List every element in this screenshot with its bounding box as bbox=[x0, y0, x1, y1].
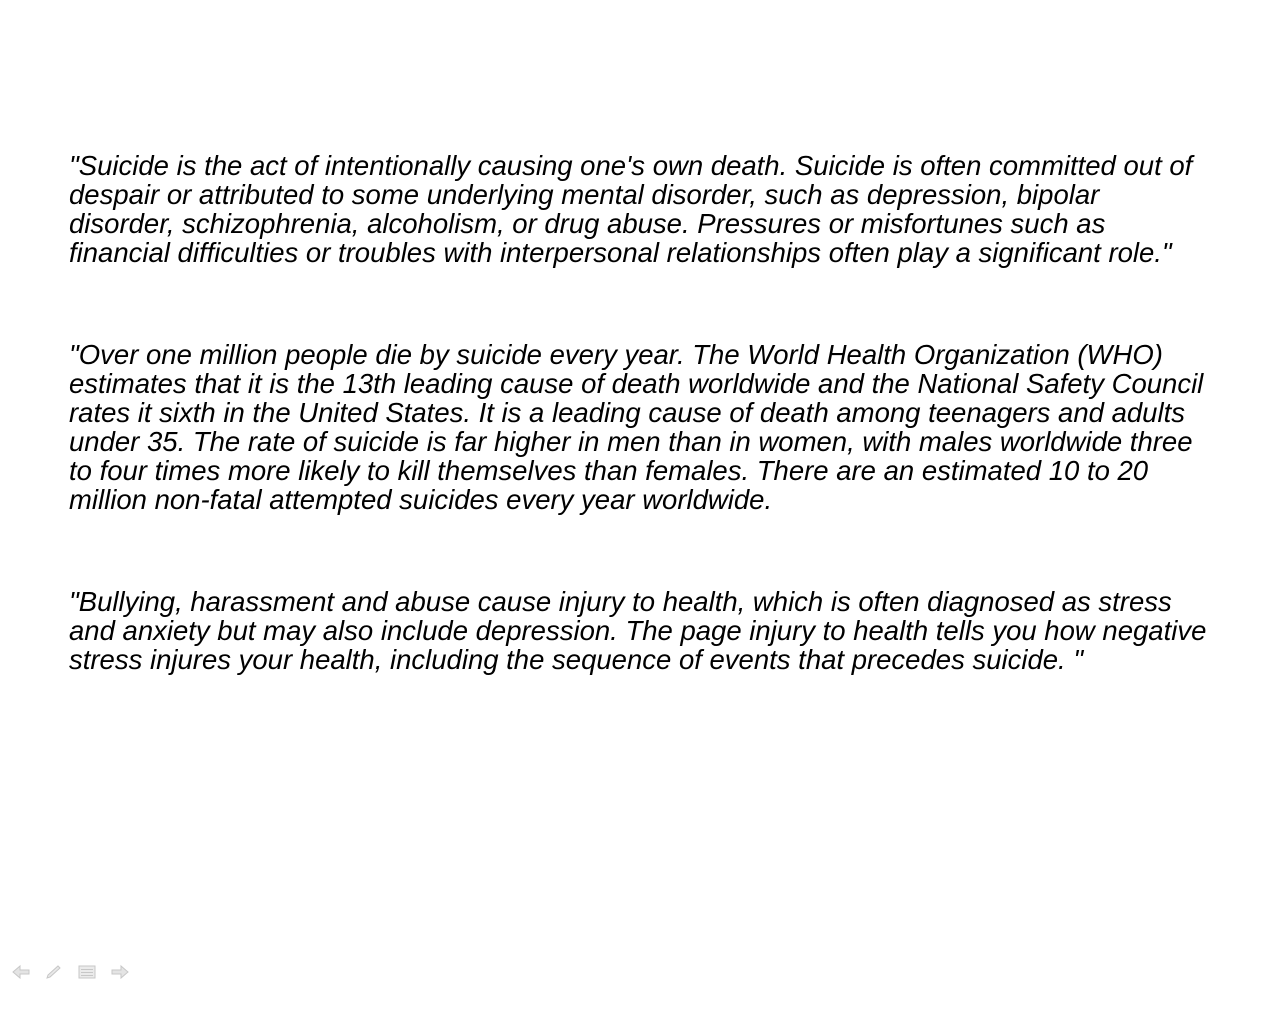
slide-body bbox=[69, 151, 1209, 674]
pen-button[interactable] bbox=[41, 962, 67, 982]
paragraph-definition: "Suicide is the act of intentionally causing one's own death. Suicide is often committed out of despair or attributed to some underlying mental disorder, such as depression, bipolar disorder, schizophrenia, alcoholism, or drug abuse. Pressures or misfortunes such as financial difficulties or troubles with interpersonal relationships often play a significant role." bbox=[69, 150, 1193, 268]
paragraph-bullying: "Bullying, harassment and abuse cause injury to health, which is often diagnosed as stress and anxiety but may also include depression. The page injury to health tells you how negative stress injures your health, including the sequence of events that precedes suicide. " bbox=[69, 586, 1207, 675]
next-slide-button[interactable] bbox=[107, 962, 133, 982]
previous-slide-button[interactable] bbox=[8, 962, 34, 982]
pen-icon bbox=[44, 964, 64, 980]
menu-icon bbox=[77, 964, 97, 980]
slideshow-toolbar bbox=[8, 962, 133, 982]
next-arrow-icon bbox=[110, 964, 130, 980]
menu-button[interactable] bbox=[74, 962, 100, 982]
previous-arrow-icon bbox=[11, 964, 31, 980]
paragraph-statistics: "Over one million people die by suicide every year. The World Health Organization (WHO) estimates that it is the 13th leading cause of death worldwide and the National Safety Council rates it sixth in the United States. It is a leading cause of death among teenagers and adults under 35. The rate of suicide is far higher in men than in women, with males worldwide three to four times more likely to kill themselves than females. There are an estimated 10 to 20 million non-fatal attempted suicides every year worldwide. bbox=[69, 339, 1204, 515]
